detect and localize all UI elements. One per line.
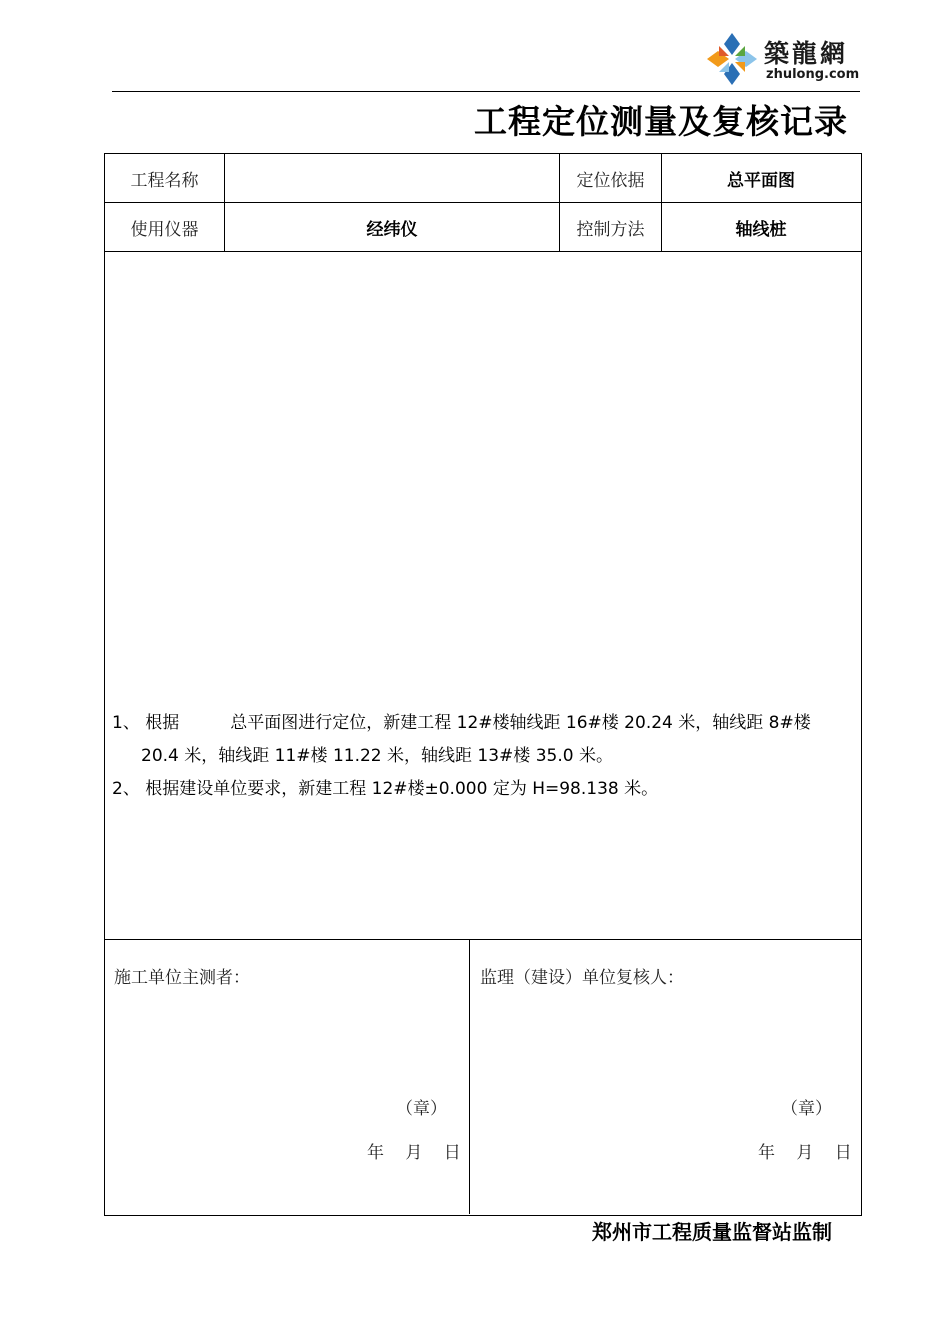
positioning-basis-label: 定位依据 [576,170,645,191]
surveyor-date: 年 月 日 [367,1143,461,1163]
note-line-2: 20.4 米，轴线距 11#楼 11.22 米，轴线距 13#楼 35.0 米。 [141,746,613,766]
logo-chinese-name: 築龍網 [764,39,849,68]
surveyor-label: 施工单位主测者： [114,968,250,988]
note-line-1: 1、 根据 总平面图进行定位，新建工程 12#楼轴线距 16#楼 20.24 米，轴线距 8#楼 [112,713,811,733]
control-method-value[interactable]: 轴线桩 [735,219,787,240]
form-frame [104,153,862,1216]
project-name-label: 工程名称 [130,170,199,191]
signature-divider [104,939,861,940]
page-title: 工程定位测量及复核记录 [474,102,848,141]
positioning-basis-value[interactable]: 总平面图 [727,170,795,191]
logo-english-name: zhulong.com [766,67,860,82]
project-name-field[interactable] [225,154,559,202]
zhulong-logo-icon [703,30,761,88]
control-method-label: 控制方法 [576,219,645,240]
reviewer-date: 年 月 日 [758,1143,852,1163]
surveyor-seal: （章） [396,1099,447,1119]
row-divider-2 [104,251,861,252]
signature-col-divider [469,939,470,1214]
reviewer-label: 监理（建设）单位复核人： [480,968,684,988]
header-divider [112,91,860,92]
footer-issuer: 郑州市工程质量监督站监制 [592,1220,832,1244]
instrument-value[interactable]: 经纬仪 [366,219,418,240]
note-line-3: 2、 根据建设单位要求，新建工程 12#楼±0.000 定为 H=98.138 米。 [112,779,659,799]
reviewer-seal: （章） [781,1099,832,1119]
instrument-label: 使用仪器 [130,219,199,240]
